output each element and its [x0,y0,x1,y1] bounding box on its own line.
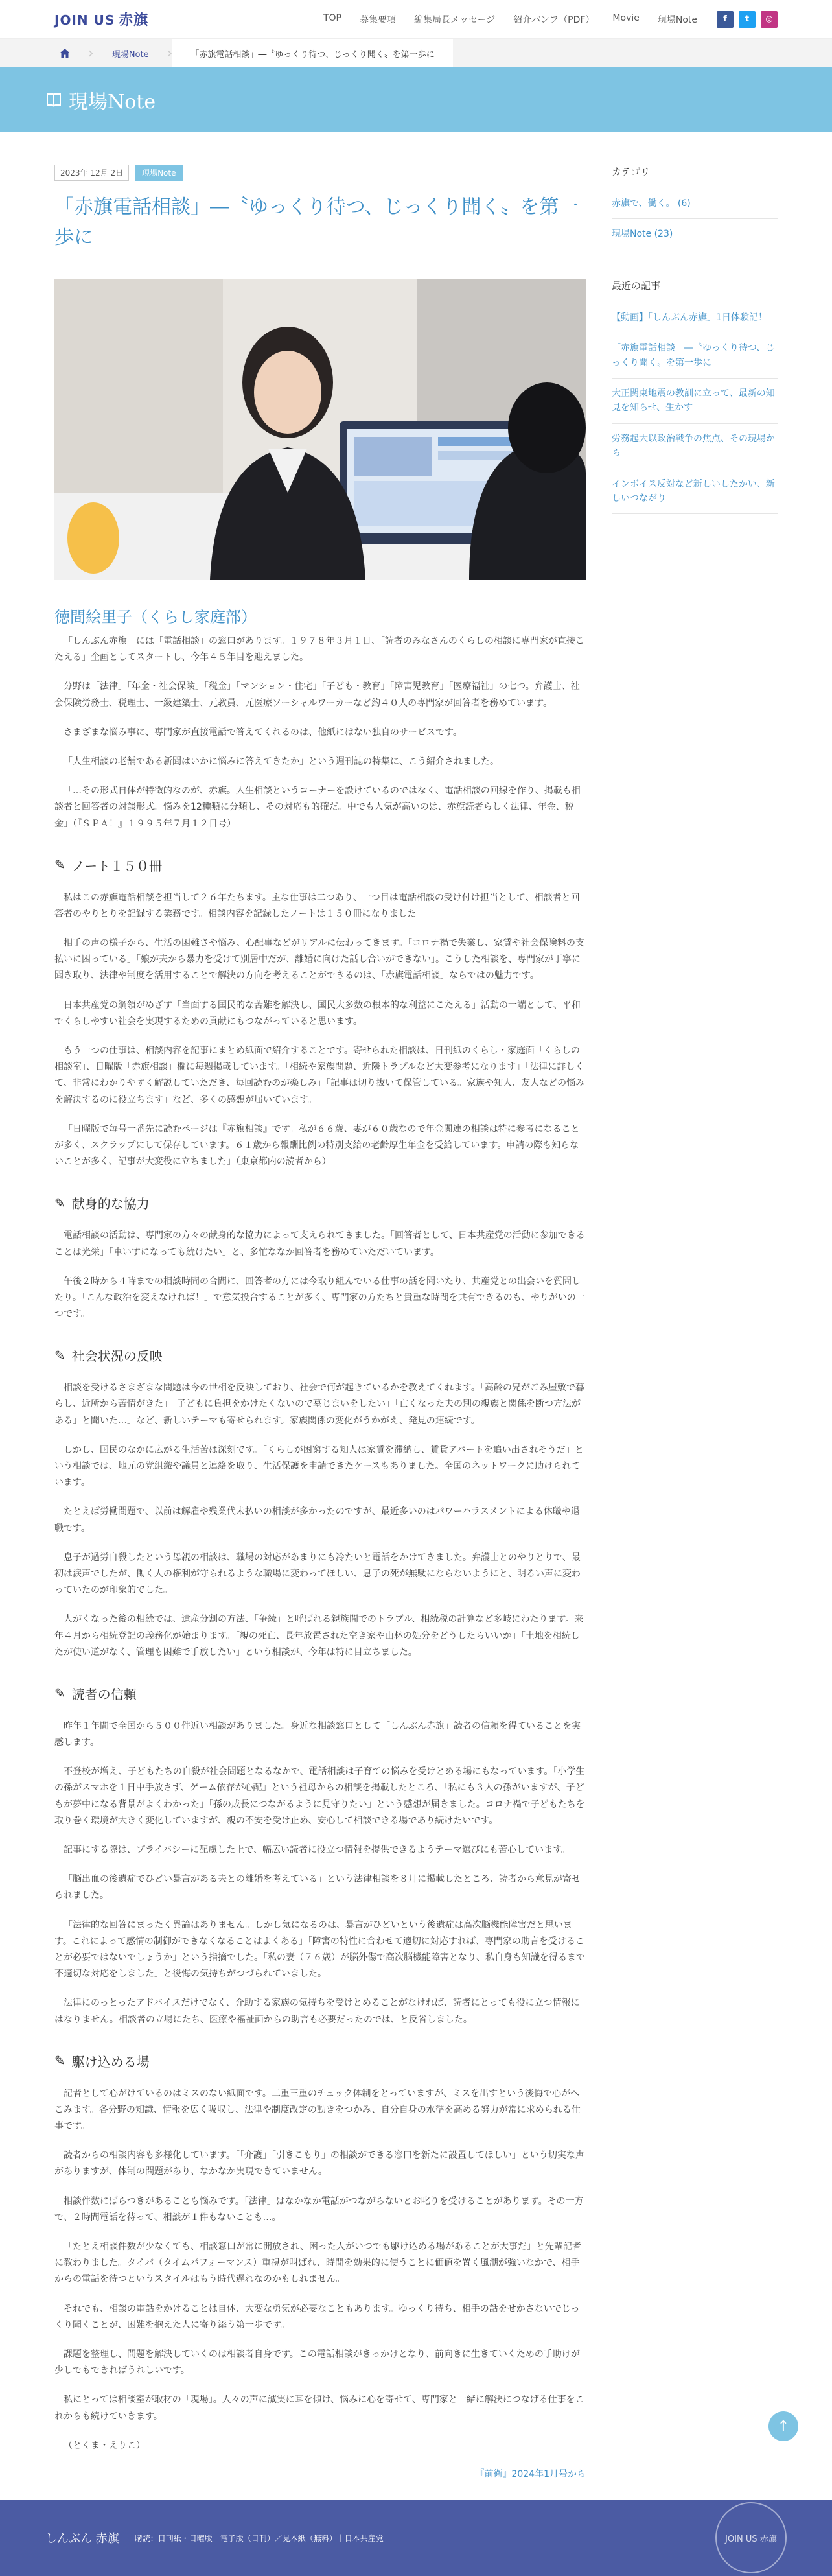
section-paragraph: それでも、相談の電話をかけることは自体、大変な勇気が必要なこともあります。ゆっくり待ち、相手の話をせかさないでじっくり聞くことが、困難を抱えた人に寄り添う第一歩です。 [54,2303,580,2330]
article [54,165,586,2519]
article-photo [54,279,586,580]
section-paragraph: 法律にのっとったアドバイスだけでなく、介助する家族の気持ちを受けとめることがなければ、読者にとっても役に立つ情報にはなりません。相談者の立場にたち、医療や福祉面からの助言も必要だったのでは、と反省しました。 [54,1998,580,2025]
section-paragraph: もう一つの仕事は、相談内容を記事にまとめ紙面で紹介することです。寄せられた相談は、日刊紙のくらし・家庭面「くらしの相談室」、日曜版「赤旗相談」欄に毎週掲載しています。「相続や家族問題、近隣トラブルなど大変参考になります」「法律に詳しくて、非常にわかりやすく解説していただき、毎回読むのが楽しみ」「記事は切り抜いて保管している。家族や知人、友人などの悩みを解決するのに役立ちます」など、多くの感想が届いています。 [54,1046,585,1105]
category-label: 現場Note [612,229,652,240]
recent-list [612,303,778,515]
article-tag[interactable]: 現場Note [135,165,182,181]
pencil-icon: ✎ [54,857,65,873]
recent-item[interactable]: 「赤旗電話相談」―〝ゆっくり待つ、じっくり聞く〟を第一歩に [612,333,778,379]
section-heading [54,2052,586,2070]
nav-movie[interactable]: Movie [612,12,640,23]
social-links [717,11,778,28]
article-title: 「赤旗電話相談」―〝ゆっくり待つ、じっくり聞く〟を第一歩に [54,196,579,249]
site-header [0,0,832,39]
banner-title: 現場Note [69,91,156,113]
intro-paragraph: さまざまな悩み事に、専門家が直接電話で答えてくれるのは、他紙にはない独自のサービスです。 [64,727,462,738]
breadcrumb-home[interactable] [41,39,88,67]
article-author: 徳間絵里子（くらし家庭部） [54,608,257,626]
recent-title: 最近の記事 [612,279,661,292]
pencil-icon: ✎ [54,1685,65,1702]
section-paragraph: 私にとっては相談室が取材の「現場」。人々の声に誠実に耳を傾け、悩みに心を寄せて、専門家と一緒に解決につなげる仕事をこれからも続けていきます。 [54,2395,584,2422]
section-heading-text: ノート１５０冊 [71,858,163,874]
pencil-icon: ✎ [54,2053,65,2069]
nav-genba-note[interactable]: 現場Note [657,14,697,25]
section-paragraph: 昨年１年間で全国から５００件近い相談がありました。身近な相談窓口として「しんぶん赤旗」読者の信頼を得ていることを実感します。 [54,1720,581,1748]
intro-paragraph: 「人生相談の老舗である新聞はいかに悩みに答えてきたか」という週刊誌の特集に、こう紹介されました。 [64,756,499,767]
section-paragraph: 人がくなった後の相続では、遺産分割の方法、「争続」と呼ばれる親族間でのトラブル、相続税の計算など多岐にわたります。来年４月から相続登記の義務化が始まります。「親の死亡、長年放置された空き家や山林の処分をどうしたらいいか」「土地を相続したが使い道がなく、管理も困難で手放したい」という相談が、今年は特に目立ちました。 [54,1614,584,1657]
section-paragraph: 相手の声の様子から、生活の困難さや悩み、心配事などがリアルに伝わってきます。「コロナ禍で失業し、家賃や社会保険料の支払いに困っている」「娘が夫から暴力を受けて別居中だが、離婚に向けた話し合いができない」。こうした相談を、専門家が丁寧に聞き取り、法律や制度を活用することで解決の方向を考えることができるのは、「赤旗電話相談」ならではの魅力です。 [54,938,585,981]
article-source: 『前衛』2024年1月号から [475,2468,586,2479]
recent-item[interactable]: 労務起大以政治戦争の焦点、その現場から [612,424,778,469]
pencil-icon: ✎ [54,1347,65,1363]
section-heading [54,856,586,874]
recent-item[interactable]: 【動画】「しんぶん赤旗」1日体験記！ [612,303,778,333]
join-us-badge: JOIN US 赤旗 [715,2502,787,2573]
section-paragraph: 「たとえ相談件数が少なくても、相談窓口が常に開放され、困った人がいつでも駆け込める場があることが大事だ」と先輩記者に教わりました。タイパ（タイムパフォーマンス）重視が叫ばれ、時間を効果的に使うことに価値を置く風潮が強いなかで、相手からの電話を待つというスタイルはもう時代遅れなのかもしれません。 [54,2242,581,2285]
facebook-icon[interactable]: f [717,11,734,28]
category-item[interactable] [612,189,778,219]
category-count: (23) [654,229,673,240]
section-paragraph: 私はこの赤旗電話相談を担当して２６年たちます。主な仕事は二つあり、一つ目は電話相談の受け付け担当として、相談者と回答者のやりとりを記録する業務です。相談内容を記録したノートは１５０冊になりました。 [54,892,580,919]
section-heading-text: 駆け込める場 [71,2054,150,2070]
intro-paragraph: 「…その形式自体が特徴的なのが、赤旗。人生相談というコーナーを設けているのではなく、電話相談の回線を作り、掲載も相談者と回答者の対談形式。悩みを12種類に分類し、その対応も的確だ。中でも人気が高いのは、赤旗読者らしく法律、年金、税金」（『ＳＰＡ！』１９９５年７月１２日号） [54,786,581,829]
pencil-icon: ✎ [54,1195,65,1211]
recent-item[interactable]: インボイス反対など新しいしたかい、新しいつながり [612,469,778,515]
sidebar [612,165,778,2519]
section-paragraph: 課題を整理し、問題を解決していくのは相談者自身です。この電話相談がきっかけとなり、前向きに生きていくための手助けが少しでもできればうれしいです。 [54,2348,580,2376]
section-paragraph: たとえば労働問題で、以前は解雇や残業代未払いの相談が多かったのですが、最近多いのはパワーハラスメントによる休職や退職です。 [54,1506,580,1534]
category-title: カテゴリ [612,166,651,178]
breadcrumb-separator: › [88,45,94,62]
section-paragraph: 記事にする際は、プライバシーに配慮した上で、幅広い読者に役立つ情報を提供できるようテーマ選びにも苦心しています。 [64,1845,570,1855]
logo-kanji: 赤旗 [119,12,149,29]
author-signature: （とくま・えりこ） [64,2440,145,2451]
nav-message[interactable]: 編集局長メッセージ [413,14,496,25]
section-heading [54,1684,586,1703]
section-heading-text: 献身的な協力 [71,1196,150,1212]
section-paragraph: 午後２時から４時までの相談時間の合間に、回答者の方には今取り組んでいる仕事の話を聞いたり、共産党との出会いを質問したり。「こんな政治を変えなければ！」で意気投合することが多く、専門家の方たちと貴重な時間を共有できるのも、やりがいの一つです。 [54,1276,585,1320]
nav-recruit[interactable]: 募集要項 [359,14,396,25]
recent-item[interactable]: 大正関東地震の教訓に立って、最新の知見を知らせ、生かす [612,379,778,424]
section-paragraph: 記者として心がけているのはミスのない紙面です。二重三重のチェック体制をとっていますが、ミスを出すという後悔で心がへこみます。各分野の知識、情報を広く吸収し、法律や制度改定の動きをつかみ、自分自身の水準を高める努力が常に求められる仕事です。 [54,2088,581,2132]
instagram-icon[interactable]: ◎ [761,11,778,28]
intro-paragraph: 「しんぶん赤旗」には「電話相談」の窓口があります。１９７８年３月１日、「読者のみなさんのくらしの相談に専門家が直接こたえる」企画としてスタートし、今年４５年目を迎えました。 [54,636,584,663]
article-meta [54,165,586,181]
twitter-icon[interactable]: t [739,11,756,28]
category-item[interactable] [612,219,778,250]
section-paragraph: しかし、国民のなかに広がる生活苦は深刻です。「くらしが困窮する知人は家賃を滞納し、賃貸アパートを追い出されそうだ」という相談では、地元の党組織や議員と連絡を取り、生活保護を申請できたケースもありました。全国のネットワークに助けられています。 [54,1444,584,1488]
breadcrumb-section[interactable]: 現場Note [111,49,149,60]
home-icon [60,49,70,58]
nav-top[interactable]: TOP [323,12,341,23]
section-paragraph: 相談件数にばらつきがあることも悩みです。「法律」はなかなか電話がつながらないとお叱りを受けることがあります。その一方で、２時間電話を待って、相談が１件もないことも…。 [54,2195,584,2223]
breadcrumb-current: 「赤旗電話相談」―〝ゆっくり待つ、じっくり聞く〟を第一歩に [172,39,452,67]
section-heading-text: 社会状況の反映 [71,1348,163,1364]
section-heading [54,1346,586,1364]
section-paragraph: 電話相談の活動は、専門家の方々の献身的な協力によって支えられてきました。「回答者として、日本共産党の活動に参加できることは光栄」「車いすになっても続けたい」と、多忙ななか回答者を務めていただいています。 [54,1230,585,1258]
section-paragraph: 相談を受けるさまざまな問題は今の世相を反映しており、社会で何が起きているかを教えてくれます。「高齢の兄がごみ屋敷で暮らし、近所から苦情がきた」「子どもに負担をかけたくないので墓じまいをしたい」「亡くなった夫の別の親族と関係を断つ方法がある」と聞いた…」など、新しいテーマも寄せられます。家族関係の変化がうかがえ、発見の連続です。 [54,1383,584,1426]
nav-pamphlet[interactable]: 紹介パンフ（PDF） [513,14,595,25]
section-paragraph: 日本共産党の綱領がめざす「当面する国民的な苦難を解決し、国民大多数の根本的な利益にこたえる」活動の一端として、平和でくらしやすい社会を実現するための貢献にもつながっていると思います。 [54,1000,581,1027]
breadcrumb-separator: › [167,45,173,62]
section-paragraph: 息子が過労自殺したという母親の相談は、職場の対応があまりにも冷たいと電話をかけてきました。弁護士とのやりとりで、最初は涙声でしたが、働く人の権利が守られるような職場に変わってほしい、息子の死が無駄にならないようにと、明るい声に変わっていたのが印象的でした。 [54,1552,581,1596]
page-banner [0,67,832,132]
logo-latin: JOIN US [54,12,115,28]
footer-info: 購読：日刊紙・日曜版｜電子版（日刊）／見本紙（無料）｜日本共産党 [134,2533,384,2543]
site-footer [0,2500,832,2576]
breadcrumb [0,39,832,67]
category-label: 赤旗で、働く。 [612,198,675,209]
article-date: 2023年 12月 2日 [54,165,129,181]
section-heading [54,1193,586,1212]
intro-paragraph: 分野は「法律」「年金・社会保険」「税金」「マンション・住宅」「子ども・教育」「障害児教育」「医療福祉」の七つ。弁護士、社会保険労務士、税理士、一級建築士、元教員、元医療ソーシャルワーカーなど約４０人の専門家が回答者を務めています。 [54,681,580,708]
section-heading-text: 読者の信頼 [71,1686,137,1702]
section-paragraph: 「日曜版で毎号一番先に読むページは『赤旗相談』です。私が６６歳、妻が６０歳なので年金関連の相談は特に参考になることが多く、スクラップにして保存しています。６１歳から報酬比例の特別支給の老齢厚生年金を受給しています。申請の際も知らないことが多く、記事が大変役に立ちました」（東京都内の読者から） [54,1123,580,1167]
site-logo[interactable] [54,9,148,29]
main-nav [323,13,697,26]
section-paragraph: 読者からの相談内容も多様化しています。「「介護」「引きこもり」の相談ができる窓口を新たに設置してほしい」という切実な声がありますが、体制の問題があり、なかなか実現できていません。 [54,2150,584,2177]
footer-logo[interactable]: しんぶん 赤旗 [45,2532,119,2546]
section-paragraph: 「法律的な回答にまったく異論はありません。しかし気になるのは、暴言がひどいという後遺症は高次脳機能障害だと思います。これによって感情の制御ができなくなることはよくある」「障害の特性に合わせて適切に対応すれば、専門家の助言を受けることが必要ではないでしょうか」という指摘でした。「私の妻（７６歳）が脳外傷で高次脳機能障害となり、私自身も知識を得るまで不適切な対応をしました」と後悔の気持ちがつづられていました。 [54,1919,585,1980]
category-list [612,189,778,250]
book-icon [45,91,62,108]
section-paragraph: 不登校が増え、子どもたちの自殺が社会問題となるなかで、電話相談は子育ての悩みを受けとめる場にもなっています。「小学生の孫がスマホを１日中手放さず、ゲーム依存が心配」という祖母からの相談を掲載したところ、「私にも３人の孫がいますが、子どもが夢中になる背景がよくわかった」「孫の成長につながるように見守りたい」という感想が届きました。コロナ禍で子どもたちを取り巻く環境が大きく変化していますが、親の不安を受け止め、安心して相談できる場であり続けたいです。 [54,1766,585,1826]
section-paragraph: 「脳出血の後遺症でひどい暴言がある夫との離婚を考えている」という法律相談を８月に掲載したところ、読者から意見が寄せられました。 [54,1874,581,1901]
category-count: (6) [677,198,691,209]
back-to-top-button[interactable]: ↑ [768,2411,798,2441]
